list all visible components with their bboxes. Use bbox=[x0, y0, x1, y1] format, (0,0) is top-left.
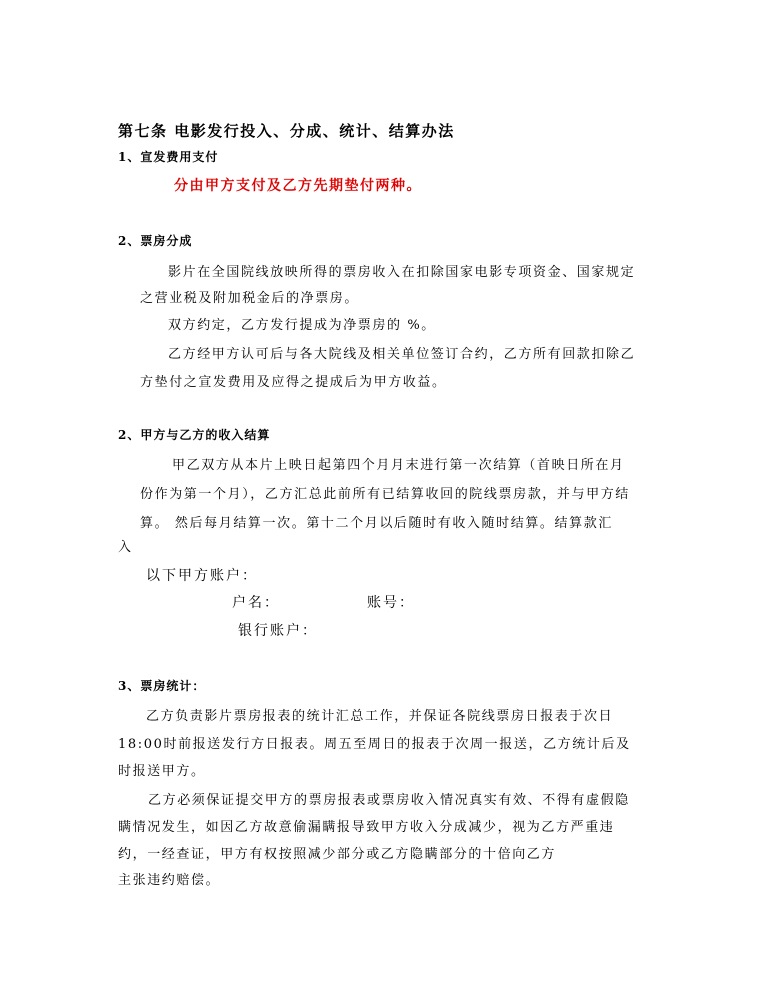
paragraph-line: 之营业税及附加税金后的净票房。 bbox=[140, 291, 360, 306]
paragraph-line: 算。 然后每月结算一次。第十二个月以后随时有收入随时结算。结算款汇 bbox=[140, 516, 613, 531]
paragraph-line: 方垫付之宣发费用及应得之提成后为甲方收益。 bbox=[140, 375, 447, 390]
paragraph-line: 时报送甲方。 bbox=[118, 764, 206, 779]
bank-account-label: 银行账户： bbox=[238, 623, 318, 639]
paragraph-line: 约，一经查证，甲方有权按照减少部分或乙方隐瞒部分的十倍向乙方 bbox=[118, 847, 557, 862]
paragraph-line: 双方约定，乙方发行提成为净票房的 %。 bbox=[168, 318, 436, 333]
section-heading-box-office-statistics: 3、票房统计： bbox=[118, 679, 206, 693]
paragraph-line: 份作为第一个月），乙方汇总此前所有已结算收回的院线票房款，并与甲方结 bbox=[140, 487, 630, 502]
paragraph-line: 甲乙双方从本片上映日起第四个月月末进行第一次结算（首映日所在月 bbox=[172, 458, 625, 473]
paragraph-line: 乙方必须保证提交甲方的票房报表或票房收入情况真实有效、不得有虚假隐 bbox=[148, 793, 630, 808]
account-intro: 以下甲方账户： bbox=[146, 568, 258, 584]
paragraph-line: 18:00时前报送发行方日报表。周五至周日的报表于次周一报送，乙方统计后及 bbox=[118, 737, 631, 752]
section-heading-box-office-share: 2、票房分成 bbox=[118, 234, 193, 248]
highlighted-note: 分由甲方支付及乙方先期垫付两种。 bbox=[174, 178, 422, 194]
paragraph-line: 影片在全国院线放映所得的票房收入在扣除国家电影专项资金、国家规定 bbox=[168, 265, 636, 280]
paragraph-line: 主张违约赔偿。 bbox=[118, 873, 221, 888]
paragraph-line: 乙方经甲方认可后与各大院线及相关单位签订合约，乙方所有回款扣除乙 bbox=[168, 347, 636, 362]
section-heading-income-settlement: 2、甲方与乙方的收入结算 bbox=[118, 428, 271, 442]
paragraph-line: 瞒情况发生，如因乙方故意偷漏瞒报导致甲方收入分成减少，视为乙方严重违 bbox=[118, 820, 615, 835]
paragraph-line: 乙方负责影片票房报表的统计汇总工作，并保证各院线票房日报表于次日 bbox=[146, 709, 614, 724]
account-number-label: 账号： bbox=[367, 595, 415, 611]
account-name-label: 户名： bbox=[232, 595, 280, 611]
article-title: 第七条 电影发行投入、分成、统计、结算办法 bbox=[118, 122, 455, 140]
section-heading-publicity-cost: 1、宣发费用支付 bbox=[118, 150, 219, 164]
paragraph-line: 入 bbox=[118, 540, 133, 555]
